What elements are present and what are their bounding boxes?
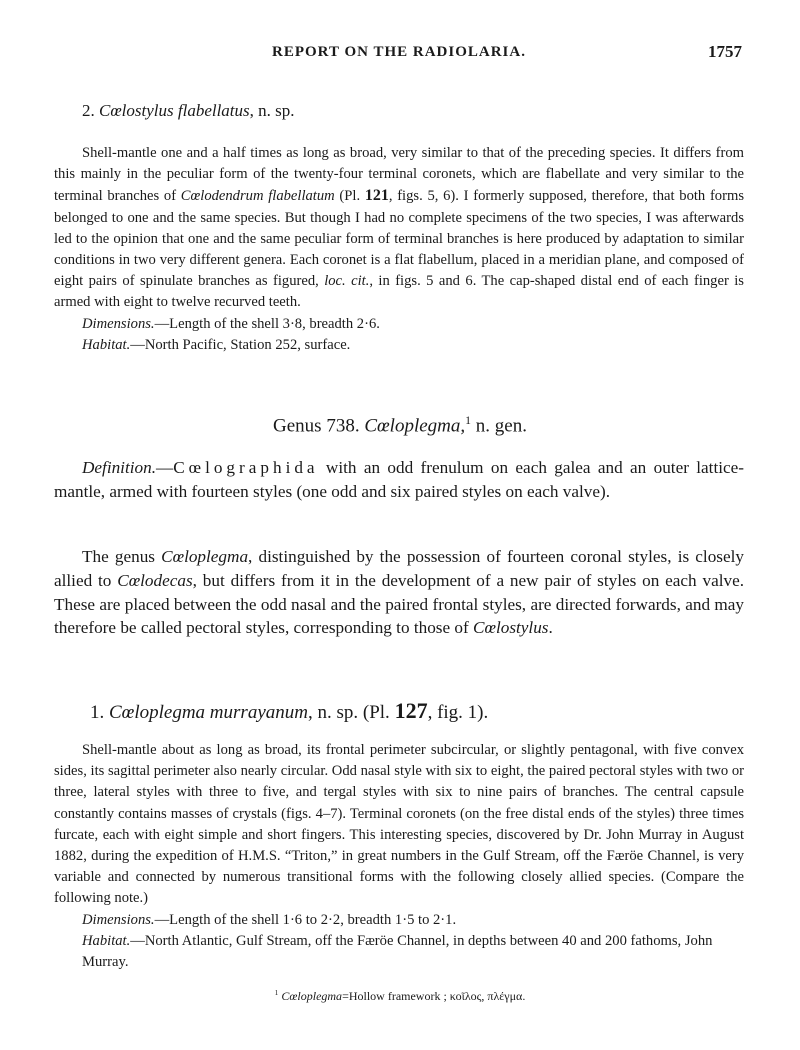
- footnote: [0, 988, 800, 1004]
- genus-paragraph: [54, 545, 744, 640]
- text-run: The genus: [82, 547, 162, 566]
- species-name: Cœlostylus flabellatus: [99, 101, 250, 120]
- footnote-mark: 1: [465, 414, 472, 427]
- genus-definition: [54, 456, 744, 504]
- habitat-line: [54, 931, 744, 973]
- habitat-label: Habitat.: [82, 932, 131, 949]
- dimensions-value: —Length of the shell 1·6 to 2·2, breadth 1·5 to 2·1.: [154, 911, 457, 928]
- plate-number: 127: [394, 698, 428, 723]
- footnote-term: Cœloplegma: [281, 989, 343, 1003]
- text-run: (Pl.: [334, 188, 365, 205]
- genus-heading: [0, 414, 800, 437]
- genus-name: Cœloplegma,: [364, 415, 466, 437]
- definition-paragraph: [54, 456, 744, 504]
- definition-label: Definition.: [82, 458, 156, 477]
- footnote-mark: 1: [274, 988, 279, 997]
- species-number: 2.: [82, 101, 95, 120]
- species-description-murrayanum: [54, 740, 744, 973]
- genus-number: Genus 738.: [273, 415, 365, 437]
- reference-name: Cœlodendrum flabellatum: [180, 188, 335, 205]
- habitat-line: [54, 335, 744, 356]
- text-run: , in figs. 5 and 6. The cap-shaped distal end of each finger is armed with eight to twelve recurved teeth.: [54, 273, 744, 311]
- species-heading-flabellatus: [82, 101, 772, 121]
- group-name: Cœlographida: [173, 458, 319, 477]
- species-suffix: , n. sp. (Pl.: [307, 702, 395, 723]
- genus-name-ref: Cœlodecas: [117, 570, 193, 590]
- description-paragraph: Shell-mantle about as long as broad, its frontal perimeter subcircular, or slightly pentagonal, with five convex sides, its sagittal perimeter also nearly circular. Odd nasal style with six to eight, the paired pectoral styles with two or three, lateral styles with three to five, and tergal styles with six to nine pairs of branches. The central capsule constantly contains masses of crystals (figs. 4–7). Terminal coronets (on the free distal ends of the styles) three times furcate, each with eight simple and short fingers. This interesting species, discovered by Dr. John Murray in August 1882, during the expedition of H.M.S. “Triton,” in great numbers in the Gulf Stream, off the Færöe Channel, is very variable and connected by numerous transitional forms with the following closely allied species. (Compare the following note.): [54, 742, 744, 907]
- genus-suffix: n. gen.: [471, 415, 527, 437]
- habitat-value: —North Atlantic, Gulf Stream, off the Færöe Channel, in depths between 40 and 200 fathoms, John Murray.: [82, 932, 713, 971]
- running-title: REPORT ON THE RADIOLARIA.: [272, 44, 526, 60]
- dimensions-line: [54, 910, 744, 931]
- dimensions-line: [54, 314, 744, 335]
- species-heading-murrayanum: [90, 698, 780, 724]
- definition-text: with an odd frenulum on each galea and an outer lattice-mantle, armed with fourteen styles (one odd and six paired styles on each valve).: [54, 458, 744, 501]
- text-run: Shell-mantle one and a half times as long as broad, very similar to that of the preceding species. It differs from this mainly in the peculiar form of the twenty-four terminal coronets, which are flabellate and very similar to the terminal branches of: [54, 145, 744, 205]
- dimensions-label: Dimensions.: [82, 911, 155, 928]
- species-name: Cœloplegma murrayanum: [109, 702, 308, 723]
- text-run: .: [548, 618, 553, 638]
- habitat-label: Habitat.: [82, 336, 131, 353]
- description-paragraph: [54, 143, 744, 314]
- plate-number: 121: [364, 187, 389, 205]
- page-number: 1757: [708, 42, 742, 61]
- species-number: 1.: [90, 702, 105, 723]
- habitat-value: —North Pacific, Station 252, surface.: [130, 336, 351, 353]
- species-suffix: , n. sp.: [249, 101, 295, 120]
- text-run: , figs. 5, 6). I formerly supposed, therefore, that both forms belonged to one and the same species. But though I had no complete specimens of the two species, I was afterwards led to the opinion that one and the same peculiar form of terminal branches is here produced by adaptation to similar conditions in two very different genera. Each coronet is a flat flabellum, placed in a meridian plane, and composed of eight pairs of spinulate branches as figured,: [54, 188, 744, 290]
- text-run: , but differs from it in the development of a new pair of styles on each valve. These are placed between the odd nasal and the paired frontal styles, are directed forwards, and may therefore be called pectoral styles, corresponding to those of: [54, 570, 744, 638]
- citation: loc. cit.: [324, 273, 370, 290]
- figure-ref: , fig. 1).: [427, 702, 489, 723]
- text-run: —: [156, 458, 174, 477]
- genus-name-ref: Cœloplegma: [161, 547, 249, 566]
- footnote-text: =Hollow framework ; κοῖλος, πλέγμα.: [342, 989, 526, 1003]
- species-description-flabellatus: [54, 143, 744, 356]
- dimensions-label: Dimensions.: [82, 315, 155, 332]
- genus-description: [54, 545, 744, 640]
- genus-name-ref: Cœlostylus: [473, 618, 549, 638]
- running-header: [56, 44, 742, 68]
- dimensions-value: —Length of the shell 3·8, breadth 2·6.: [154, 315, 380, 332]
- text-run: , distinguished by the possession of fourteen coronal styles, is closely allied to: [54, 547, 744, 590]
